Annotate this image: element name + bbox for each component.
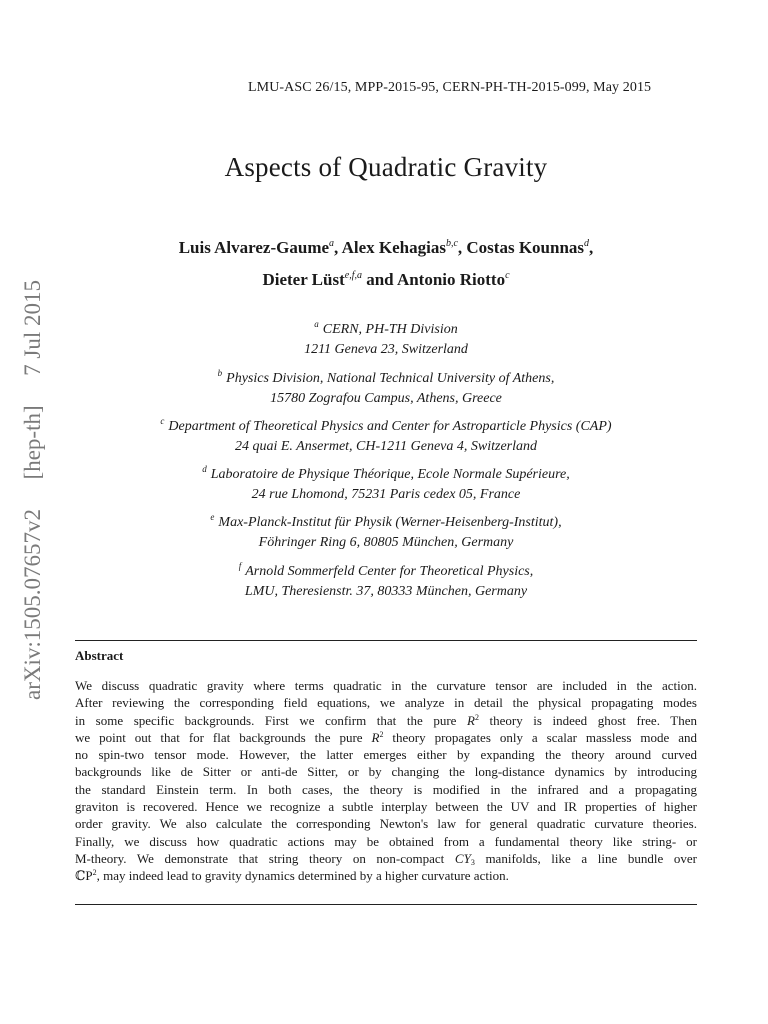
abstract-heading: Abstract xyxy=(75,648,124,663)
arxiv-id: arXiv:1505.07657v2 xyxy=(20,508,45,700)
abstract-line: After reviewing the corresponding field equations, we analyze in detail the physical propagating modes xyxy=(75,695,697,711)
author-affiliation-mark: c xyxy=(505,270,510,281)
abstract-line: Finally, we discuss how quadratic actions may be obtained from a fundamental theory like string- or xyxy=(75,833,697,849)
author-name: Luis Alvarez-Gaume xyxy=(178,238,330,257)
author-name: Costas Kounnas xyxy=(466,238,585,257)
affiliation-label: e xyxy=(210,512,215,522)
author-affiliation-mark: b,c xyxy=(445,238,458,249)
abstract-top-rule xyxy=(75,640,697,641)
affiliation-line: Department of Theoretical Physics and Center for Astroparticle Physics (CAP) xyxy=(168,419,612,434)
author-affiliation-mark: e,f,a xyxy=(344,270,362,281)
affiliation-e xyxy=(0,513,768,553)
abstract-line: order gravity. We also calculate the corresponding Newton's law for general quadratic curvature theories. xyxy=(75,816,697,832)
abstract-line: We discuss quadratic gravity where terms quadratic in the curvature tensor are included in the action. xyxy=(75,678,697,693)
affiliation-b xyxy=(0,369,768,409)
abstract-line: we point out that for flat backgrounds the pure $R^2$ theory propagates only a scalar massless mode and xyxy=(75,729,697,745)
affiliation-line: Physics Division, National Technical University of Athens, xyxy=(226,371,555,386)
author-affiliation-mark: a xyxy=(329,238,335,249)
preprint-numbers: LMU-ASC 26/15, MPP-2015-95, CERN-PH-TH-2015-099, May 2015 xyxy=(248,80,652,95)
affiliation-label: d xyxy=(202,464,207,474)
arxiv-category: [hep-th] xyxy=(20,405,45,480)
affiliation-line: LMU, Theresienstr. 37, 80333 München, Germany xyxy=(244,584,528,599)
affiliation-line: 24 quai E. Ansermet, CH-1211 Geneva 4, Switzerland xyxy=(234,439,537,454)
author-line-2 xyxy=(0,270,768,290)
abstract-line: backgrounds like de Sitter or anti-de Sitter, or by changing the long-distance dynamics by introducing xyxy=(75,764,697,780)
author-name: Dieter Lüst xyxy=(262,270,345,289)
author-separator: , xyxy=(334,238,342,257)
affiliation-line: Max-Planck-Institut für Physik (Werner-Heisenberg-Institut), xyxy=(218,515,562,530)
affiliation-line: Arnold Sommerfeld Center for Theoretical Physics, xyxy=(245,564,534,579)
affiliation-f xyxy=(0,562,768,602)
arxiv-date: 7 Jul 2015 xyxy=(20,280,45,376)
affiliation-c xyxy=(0,417,768,457)
affiliation-d xyxy=(0,465,768,505)
abstract-line: ℂP$^2$, may indeed lead to gravity dynamics determined by a higher curvature action. xyxy=(75,868,509,884)
affiliation-label: b xyxy=(217,368,223,378)
affiliation-line: 24 rue Lhomond, 75231 Paris cedex 05, France xyxy=(251,487,521,502)
abstract-body xyxy=(75,677,697,885)
affiliation-line: Föhringer Ring 6, 80805 München, Germany xyxy=(258,535,514,550)
affiliation-label: a xyxy=(314,319,319,329)
abstract-line: the standard Einstein term. In both cases, the theory is modified in the infrared and a propagating xyxy=(75,781,697,797)
affiliation-a xyxy=(0,320,768,360)
affiliation-line: 1211 Geneva 23, Switzerland xyxy=(304,342,468,357)
author-separator: , xyxy=(589,238,594,257)
abstract-line: M-theory. We demonstrate that string theory on non-compact $CY_3$ manifolds, like a line bundle over xyxy=(75,850,698,867)
author-line-1 xyxy=(0,238,768,258)
affiliation-label: f xyxy=(238,561,242,571)
affiliation-line: CERN, PH-TH Division xyxy=(322,322,458,337)
author-name: Alex Kehagias xyxy=(341,238,446,257)
affiliation-label: c xyxy=(160,416,165,426)
abstract-line: in some specific backgrounds. First we confirm that the pure $R^2$ theory is indeed ghost free. Then xyxy=(75,712,697,728)
author-affiliation-mark: d xyxy=(584,238,590,249)
affiliation-line: 15780 Zografou Campus, Athens, Greece xyxy=(270,391,502,406)
abstract-line: graviton is recovered. Hence we recognize a subtle interplay between the UV and IR properties of higher xyxy=(75,799,697,815)
abstract-line: no spin-two tensor mode. However, the latter emerges either by expanding the theory around curved xyxy=(75,747,697,763)
affiliation-line: Laboratoire de Physique Théorique, Ecole Normale Supérieure, xyxy=(210,467,570,482)
author-name: Antonio Riotto xyxy=(396,270,506,289)
author-separator: and xyxy=(361,270,397,289)
paper-title: Aspects of Quadratic Gravity xyxy=(224,152,548,182)
author-separator: , xyxy=(457,238,467,257)
arxiv-stamp xyxy=(18,280,48,700)
abstract-bottom-rule xyxy=(75,904,697,905)
